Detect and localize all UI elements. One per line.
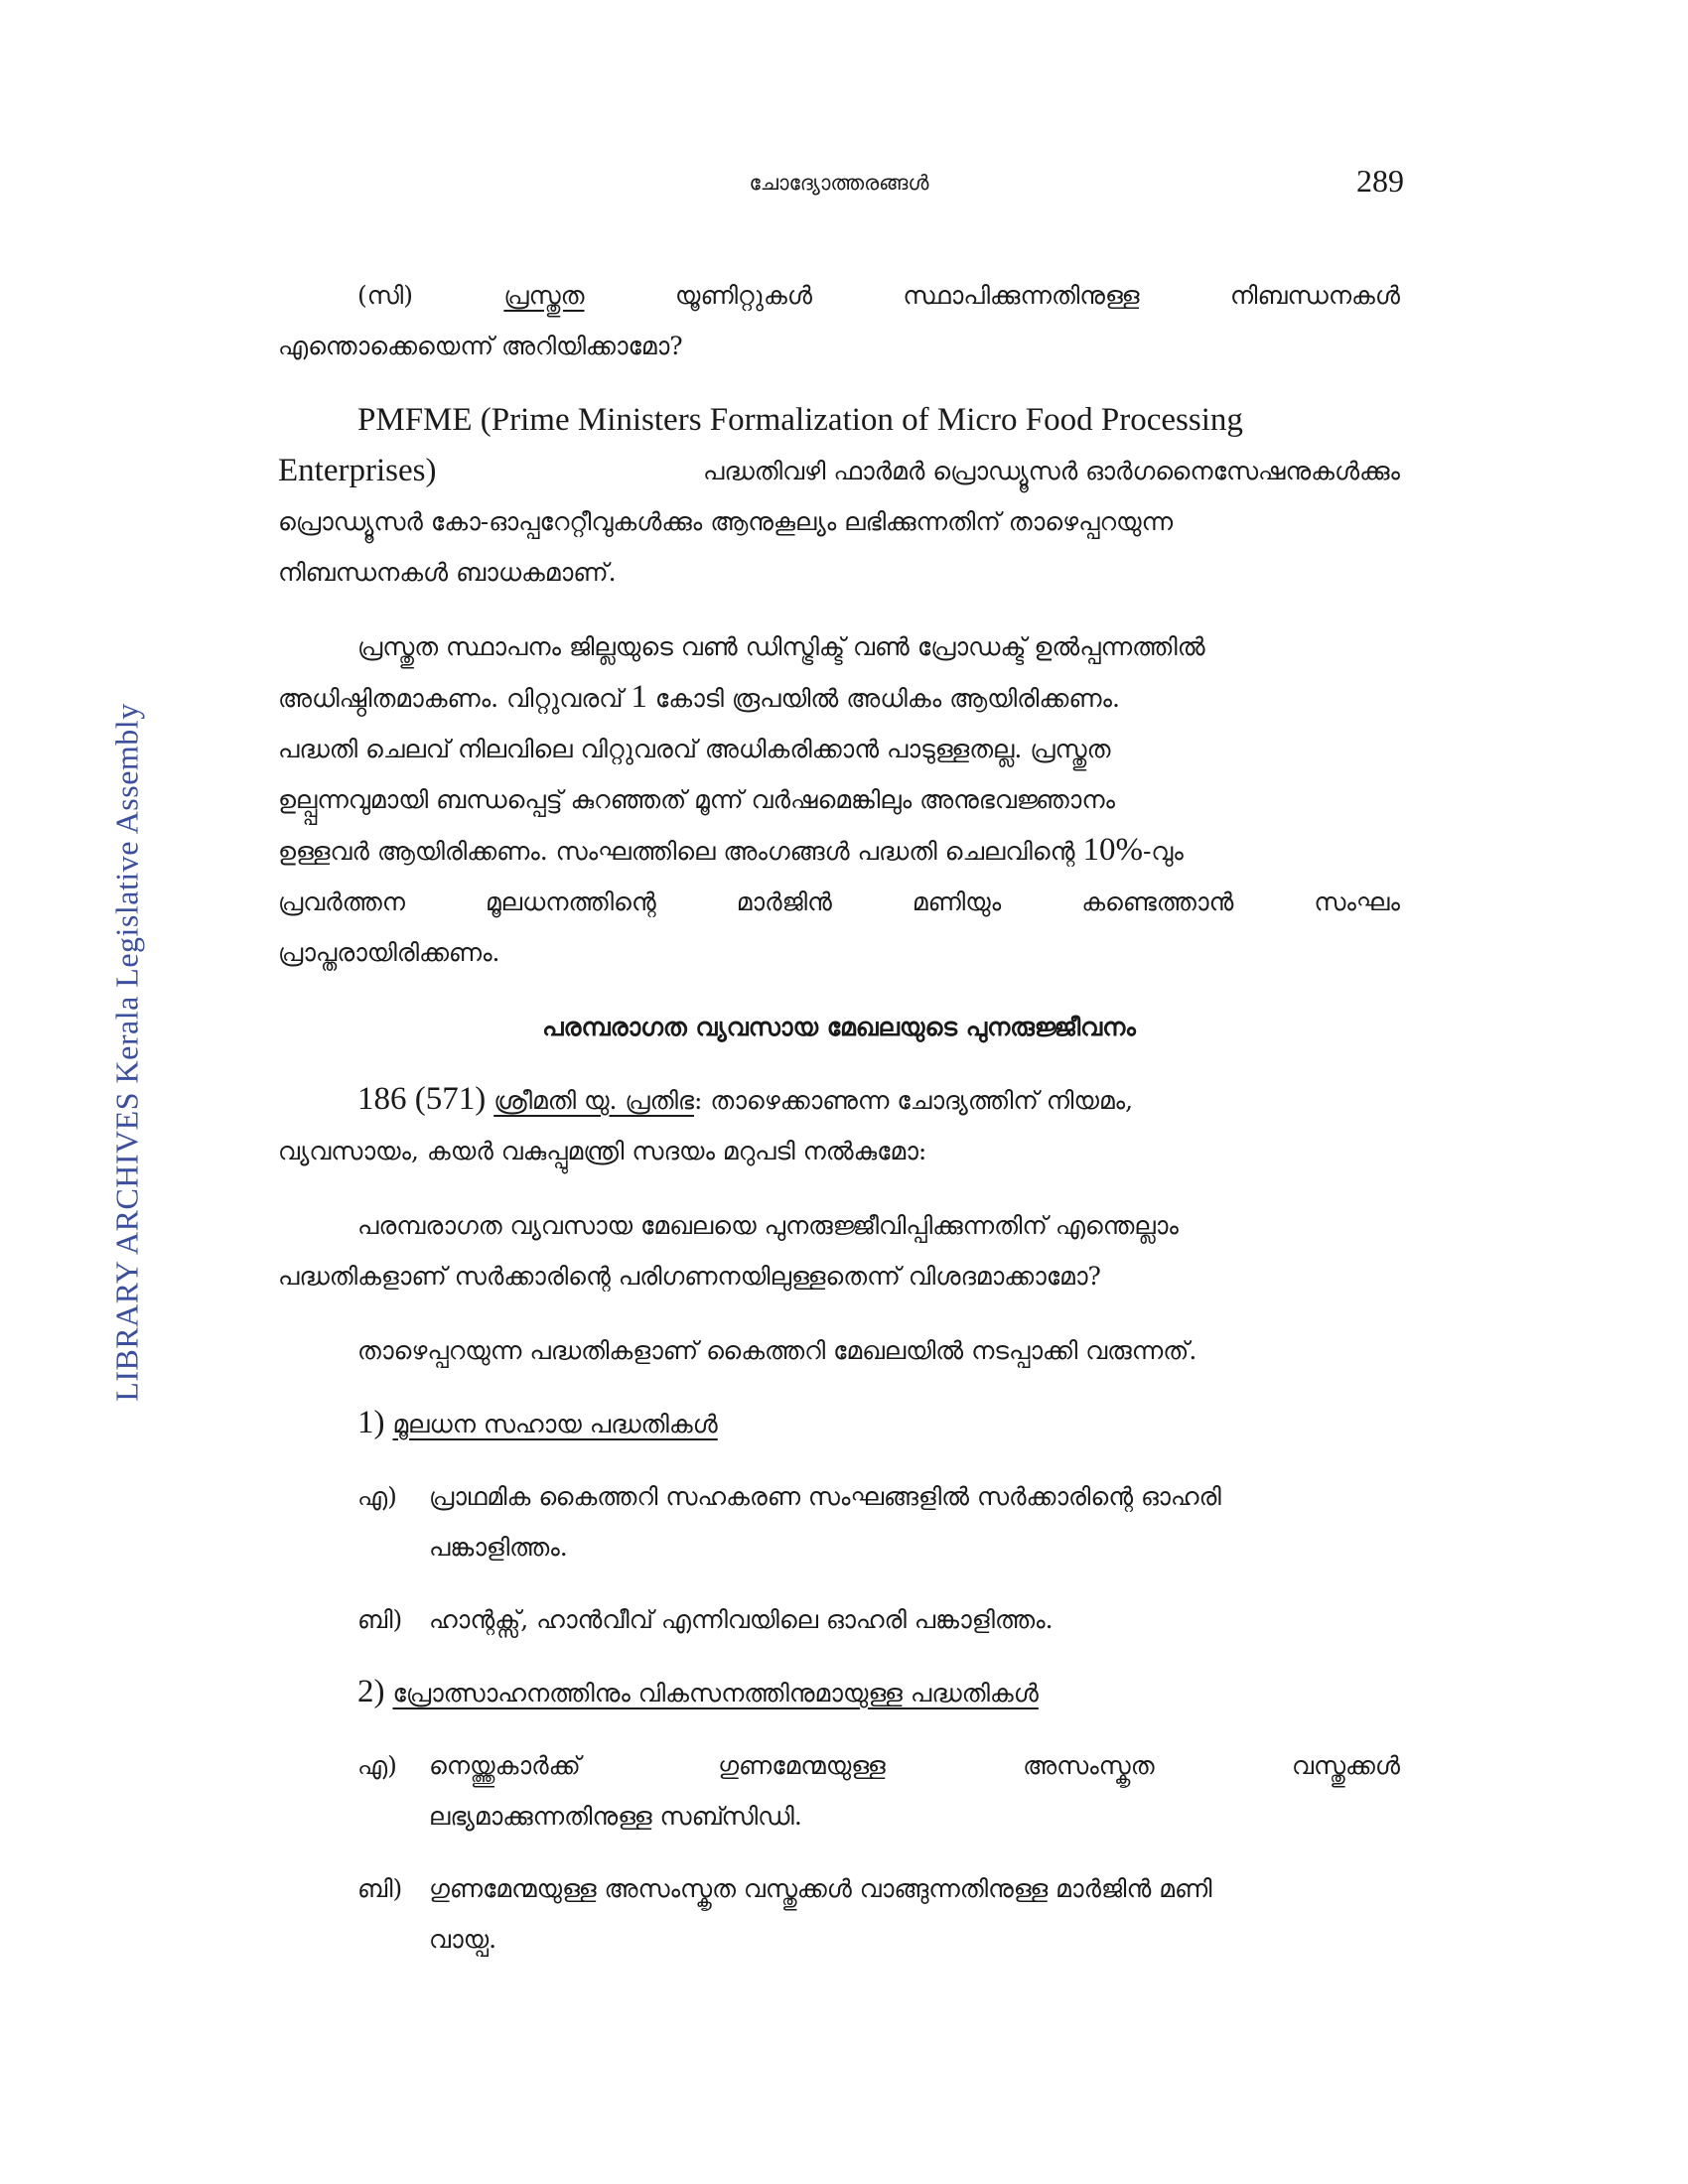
item-text <box>429 1740 1400 1842</box>
item-text-line: ഹാന്റക്സ്, ഹാൻവീവ് എന്നിവയിലെ ഓഹരി പങ്കാളിത്തം. <box>429 1605 1054 1634</box>
scheme-2-item-a <box>278 1740 1400 1842</box>
question-text-line2: പദ്ധതികളാണ് സർക്കാരിന്റെ പരിഗണനയിലുള്ളതെന്ന് വിശദമാക്കാമോ? <box>278 1262 1101 1291</box>
answer-p1-text: Enterprises) <box>278 453 437 488</box>
item-text <box>429 1863 1400 1965</box>
answer-p2-word: മാർജിൻ <box>736 887 832 916</box>
item-label: എ) <box>357 1482 397 1511</box>
answer-paragraph-1 <box>278 395 1400 598</box>
question-186-line2: വ്യവസായം, കയർ വകുപ്പുമന്ത്രി സദയം മറുപടി നൽകുമോ: <box>278 1137 927 1165</box>
question-c-word: യൂണിറ്റുകൾ <box>674 281 812 310</box>
item-word: നെയ്ത്തുകാർക്ക് <box>429 1751 581 1780</box>
item-text <box>429 1594 1400 1645</box>
archive-watermark: LIBRARY ARCHIVES Kerala Legislative Assembly <box>108 703 145 1402</box>
answer-p2-text: അധിഷ്ഠിതമാകണം. വിറ്റുവരവ് <box>278 684 624 713</box>
answer-paragraph-2 <box>278 621 1400 978</box>
answer-p1-line4: നിബന്ധനകൾ ബാധകമാണ്. <box>278 558 617 587</box>
answer-p2-number: 1 <box>631 679 647 715</box>
item-text-line: ഗുണമേന്മയുള്ള അസംസ്കൃത വസ്തുക്കൾ വാങ്ങുന്നതിനുള്ള മാർജിൻ മണി <box>429 1874 1212 1903</box>
answer-p2-line4: ഉല്പ്പന്നവുമായി ബന്ധപ്പെട്ട് കുറഞ്ഞത് മൂന്ന് വർഷമെങ്കിലും അനുഭവജ്ഞാനം <box>278 785 1116 814</box>
scheme-2-item-b <box>278 1863 1400 1965</box>
question-number: 186 (571) <box>357 1081 487 1117</box>
answer-p2-line5 <box>278 825 1400 877</box>
answer-p2-word: മണിയും <box>912 887 1002 916</box>
answer-p1-line1: PMFME (Prime Ministers Formalization of Micro Food Processing <box>357 402 1243 438</box>
question-text-line1: പരമ്പരാഗത വ്യവസായ മേഖലയെ പുനരുജ്ജീവിപ്പിക്കുന്നതിന് എന്തെല്ലാം <box>357 1211 1179 1240</box>
item-text-line: ലഭ്യമാക്കുന്നതിനുള്ള സബ്സിഡി. <box>429 1802 802 1831</box>
item-text-line: വായ്പ. <box>429 1925 497 1954</box>
page-number: 289 <box>1356 163 1404 199</box>
running-head: ചോദ്യോത്തരങ്ങൾ <box>749 171 929 195</box>
item-word: ഗുണമേന്മയുള്ള <box>718 1751 886 1780</box>
item-word: അസംസ്കൃത <box>1023 1751 1155 1780</box>
item-text <box>429 1471 1400 1572</box>
item-word: വസ്തുക്കൾ <box>1292 1751 1400 1780</box>
item-text-line <box>429 1740 1400 1791</box>
scheme-title: മൂലധന സഹായ പദ്ധതികൾ <box>392 1410 718 1438</box>
answer-p1-line2 <box>278 446 1400 496</box>
question-c-line1 <box>278 270 1400 321</box>
scheme-title: പ്രോത്സാഹനത്തിനും വികസനത്തിനുമായുള്ള പദ്ധതികൾ <box>392 1679 1039 1707</box>
answer-p2-number: 10% <box>1082 832 1143 868</box>
question-186 <box>278 1074 1400 1176</box>
question-186-line1 <box>278 1074 1400 1126</box>
answer-p2-line1: പ്രസ്തുത സ്ഥാപനം ജില്ലയുടെ വൺ ഡിസ്ട്രിക്ട് വൺ പ്രോഡക്ട് ഉൽപ്പന്നത്തിൽ <box>357 632 1205 661</box>
answer-p2-line2 <box>278 672 1400 724</box>
answer-p2-line7: പ്രാപ്തരായിരിക്കണം. <box>278 938 500 967</box>
question-c-label: (സി) <box>357 281 413 310</box>
item-text-line: പ്രാഥമിക കൈത്തറി സഹകരണ സംഘങ്ങളിൽ സർക്കാരിന്റെ ഓഹരി <box>429 1482 1221 1511</box>
item-text-line: പങ്കാളിത്തം. <box>429 1533 568 1562</box>
question-c-line2: എന്തൊക്കെയെന്ന് അറിയിക്കാമോ? <box>278 332 683 360</box>
answer-p1-text: പദ്ധതിവഴി ഫാർമർ പ്രൊഡ്യൂസർ ഓർഗനൈസേഷനുകൾക്കും <box>703 457 1400 485</box>
answer-p2-word: പ്രവർത്തന <box>278 887 405 916</box>
scheme-1-item-a <box>278 1471 1400 1572</box>
scheme-2-heading <box>278 1667 1400 1718</box>
answer-intro: താഴെപ്പറയുന്ന പദ്ധതികളാണ് കൈത്തറി മേഖലയിൽ നടപ്പാക്കി വരുന്നത്. <box>357 1336 1197 1365</box>
answer-p2-word: സംഘം <box>1314 887 1400 916</box>
answer-p2-text: കോടി രൂപയിൽ അധികം ആയിരിക്കണം. <box>654 684 1120 713</box>
scheme-number: 2) <box>357 1674 385 1709</box>
section-heading: പരമ്പരാഗത വ്യവസായ മേഖലയുടെ പുനരുജ്ജീവനം <box>542 1013 1136 1041</box>
answer-p2-word: കണ്ടെത്താൻ <box>1081 887 1234 916</box>
answer-p2-text: -വും <box>1142 837 1184 866</box>
scheme-1-heading <box>278 1398 1400 1449</box>
answer-p1-line3: പ്രൊഡ്യൂസർ കോ-ഓപ്പറേറ്റീവുകൾക്കും ആനുകൂല്യം ലഭിക്കുന്നതിന് താഴെപ്പറയുന്ന <box>278 507 1174 536</box>
question-186-text: : താഴെക്കാണുന്ന ചോദ്യത്തിന് നിയമം, <box>693 1086 1134 1115</box>
answer-p2-text: ഉള്ളവർ ആയിരിക്കണം. സംഘത്തിലെ അംഗങ്ങൾ പദ്ധതി ചെലവിന്റെ <box>278 837 1075 866</box>
member-name: ശ്രീമതി യു. പ്രതിഭ <box>493 1086 694 1115</box>
item-label: എ) <box>357 1751 397 1780</box>
scheme-1-item-b <box>278 1594 1400 1645</box>
question-text <box>278 1200 1400 1301</box>
item-label: ബി) <box>357 1605 403 1634</box>
question-c <box>278 270 1400 371</box>
answer-p2-line6 <box>278 877 1400 927</box>
answer-p2-line3: പദ്ധതി ചെലവ് നിലവിലെ വിറ്റുവരവ് അധികരിക്കാൻ പാടുള്ളതല്ല. പ്രസ്തുത <box>278 735 1111 763</box>
question-c-word: പ്രസ്തുത <box>503 281 585 310</box>
answer-p2-word: മൂലധനത്തിന്റെ <box>485 887 656 916</box>
body-text <box>278 270 1400 1986</box>
scheme-number: 1) <box>357 1405 385 1440</box>
question-c-word: നിബന്ധനകൾ <box>1229 281 1400 310</box>
item-label: ബി) <box>357 1874 403 1903</box>
question-c-word: സ്ഥാപിക്കുന്നതിനുള്ള <box>903 281 1140 310</box>
